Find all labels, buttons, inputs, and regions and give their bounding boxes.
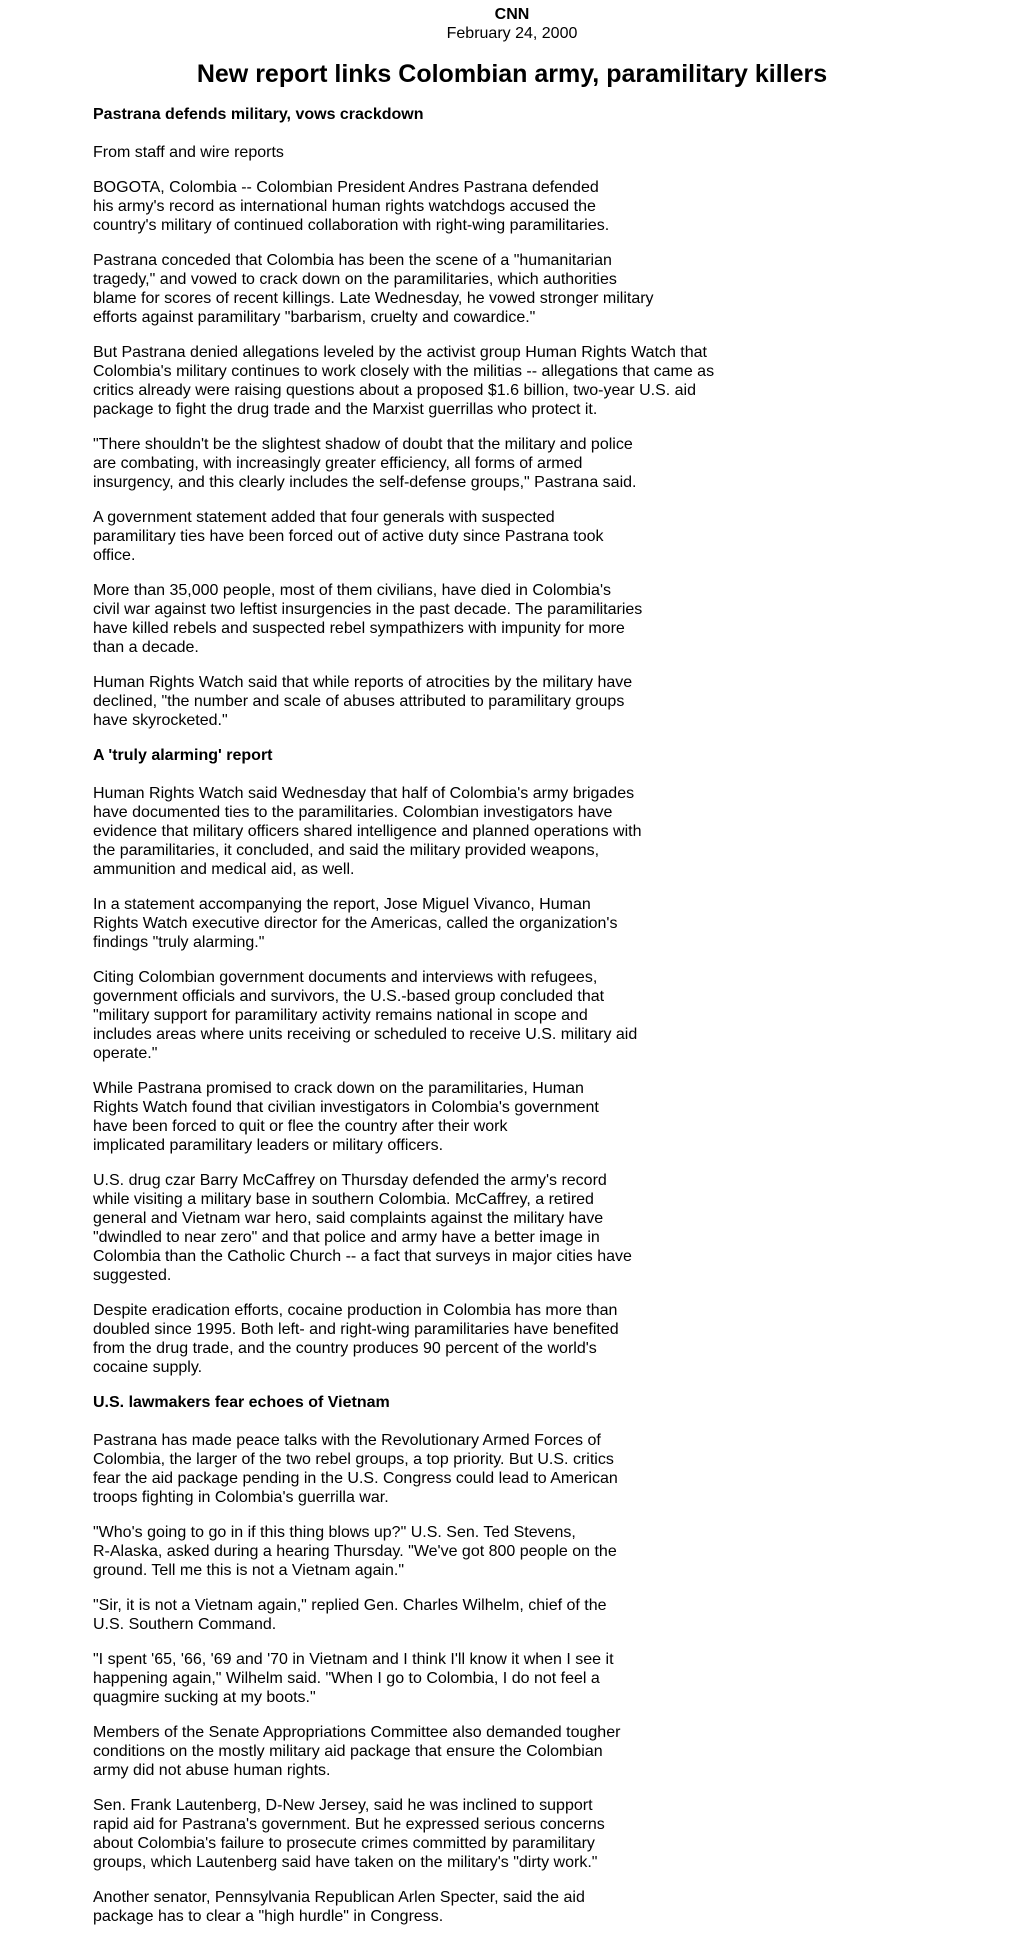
paragraph: Pastrana has made peace talks with the Revolutionary Armed Forces of Colombia, the larger of the two rebel groups, a top priority. But U.S. critics fear the aid package pending in the U.S. Congress could lead to American troops fighting in Colombia's guerrilla war. — [93, 1432, 618, 1506]
paragraph: "Who's going to go in if this thing blows up?" U.S. Sen. Ted Stevens, R-Alaska, asked during a hearing Thursday. "We've got 800 people on the ground. Tell me this is not a Vietnam again." — [93, 1524, 617, 1579]
paragraph: A government statement added that four generals with suspected paramilitary ties have been forced out of active duty since Pastrana took office. — [93, 509, 604, 564]
deck-subhead: Pastrana defends military, vows crackdown — [93, 106, 424, 123]
paragraph: "I spent '65, '66, '69 and '70 in Vietnam and I think I'll know it when I see it happening again," Wilhelm said. "When I go to Colombia, I do not feel a quagmire sucking at my boots." — [93, 1651, 614, 1706]
paragraph: In a statement accompanying the report, Jose Miguel Vivanco, Human Rights Watch executive director for the Americas, called the organization's findings "truly alarming." — [93, 896, 618, 951]
section-subhead: U.S. lawmakers fear echoes of Vietnam — [93, 1394, 390, 1411]
paragraph: Despite eradication efforts, cocaine production in Colombia has more than doubled since 1995. Both left- and right-wing paramilitaries have benefited from the drug trade, and the country produces 90 percent of the world's cocaine supply. — [93, 1302, 619, 1376]
paragraph: Citing Colombian government documents and interviews with refugees, government officials and survivors, the U.S.-based group concluded that "military support for paramilitary activity remains national in scope and includes areas where units receiving or scheduled to receive U.S. military aid operate." — [93, 969, 638, 1062]
byline: From staff and wire reports — [93, 144, 284, 161]
paragraph: BOGOTA, Colombia -- Colombian President Andres Pastrana defended his army's record as international human rights watchdogs accused the country's military of continued collaboration with right-wing paramilitaries. — [93, 179, 610, 234]
section-subhead: A 'truly alarming' report — [93, 747, 273, 764]
paragraph: "Sir, it is not a Vietnam again," replied Gen. Charles Wilhelm, chief of the U.S. Southern Command. — [93, 1597, 607, 1633]
paragraph: Human Rights Watch said that while reports of atrocities by the military have declined, "the number and scale of abuses attributed to paramilitary groups have skyrocketed." — [93, 674, 633, 729]
paragraph: More than 35,000 people, most of them civilians, have died in Colombia's civil war against two leftist insurgencies in the past decade. The paramilitaries have killed rebels and suspected rebel sympathizers with impunity for more than a decade. — [93, 582, 643, 656]
article-body — [93, 105, 793, 1942]
paragraph: Human Rights Watch said Wednesday that half of Colombia's army brigades have documented ties to the paramilitaries. Colombian investigators have evidence that military officers shared intelligence and planned operations with the paramilitaries, it concluded, and said the military provided weapons, ammunition and medical aid, as well. — [93, 785, 642, 878]
paragraph: Members of the Senate Appropriations Committee also demanded tougher conditions on the mostly military aid package that ensure the Colombian army did not abuse human rights. — [93, 1724, 621, 1779]
masthead — [0, 0, 1024, 43]
paragraph: "There shouldn't be the slightest shadow of doubt that the military and police are combating, with increasingly greater efficiency, all forms of armed insurgency, and this clearly includes the self-defense groups," Pastrana said. — [93, 436, 637, 491]
paragraph: But Pastrana denied allegations leveled by the activist group Human Rights Watch that Colombia's military continues to work closely with the militias -- allegations that came as critics already were raising questions about a proposed $1.6 billion, two-year U.S. aid package to fight the drug trade and the Marxist guerrillas who protect it. — [93, 344, 715, 418]
publication-date: February 24, 2000 — [446, 25, 578, 42]
paragraph: Pastrana conceded that Colombia has been the scene of a "humanitarian tragedy," and vowed to crack down on the paramilitaries, which authorities blame for scores of recent killings. Late Wednesday, he vowed stronger military efforts against paramilitary "barbarism, cruelty and cowardice." — [93, 252, 654, 326]
paragraph: Sen. Frank Lautenberg, D-New Jersey, said he was inclined to support rapid aid for Pastrana's government. But he expressed serious concerns about Colombia's failure to prosecute crimes committed by paramilitary groups, which Lautenberg said have taken on the military's "dirty work." — [93, 1797, 605, 1871]
news-source: CNN — [494, 6, 530, 23]
headline: New report links Colombian army, paramilitary killers — [196, 60, 828, 88]
paragraph: U.S. drug czar Barry McCaffrey on Thursday defended the army's record while visiting a military base in southern Colombia. McCaffrey, a retired general and Vietnam war hero, said complaints against the military have "dwindled to near zero" and that police and army have a better image in Colombia than the Catholic Church -- a fact that surveys in major cities have suggested. — [93, 1172, 632, 1284]
paragraph: While Pastrana promised to crack down on the paramilitaries, Human Rights Watch found that civilian investigators in Colombia's government have been forced to quit or flee the country after their work implicated paramilitary leaders or military officers. — [93, 1080, 599, 1154]
paragraph: Another senator, Pennsylvania Republican Arlen Specter, said the aid package has to clear a "high hurdle" in Congress. — [93, 1889, 585, 1925]
